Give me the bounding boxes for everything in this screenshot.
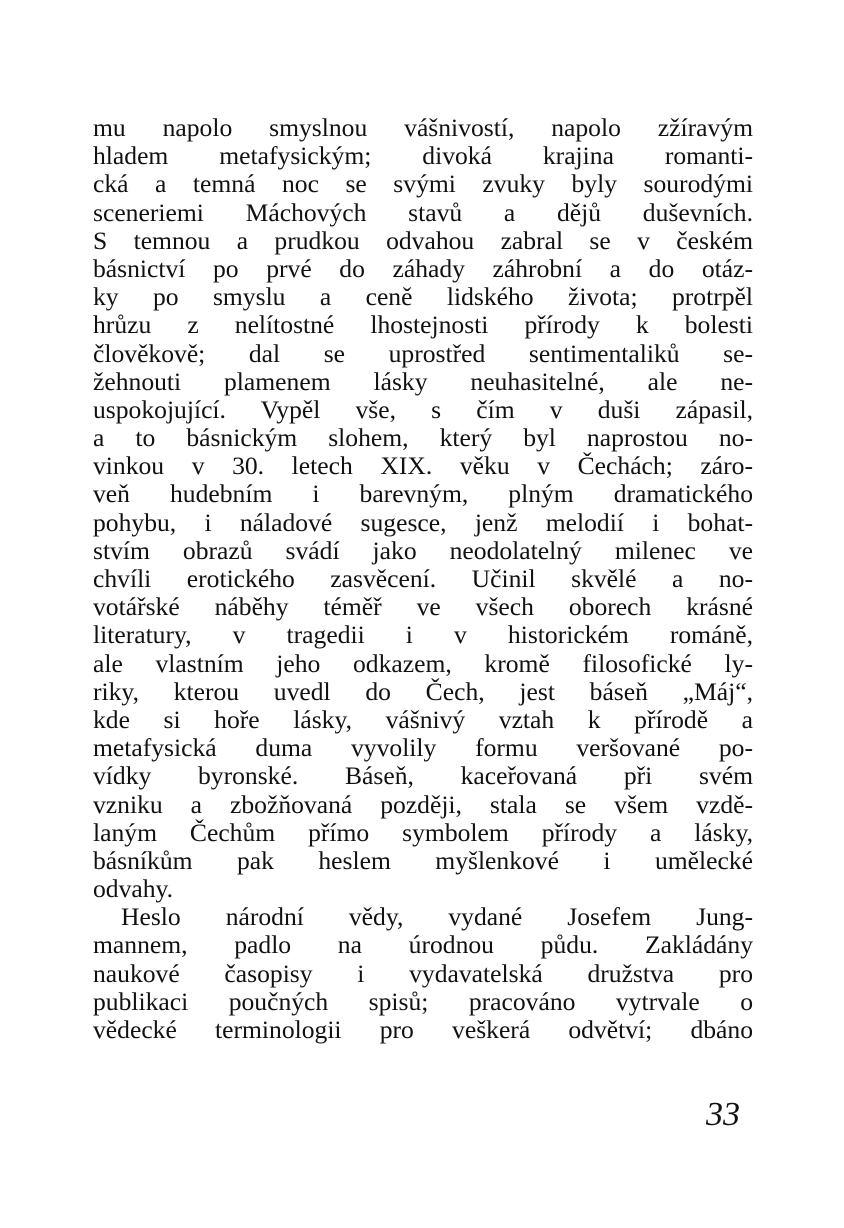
text-line: básnictví po prvé do záhady záhrobní a do otáz- [93, 254, 753, 283]
text-line: laným Čechům přímo symbolem přírody a lásky, [93, 818, 753, 847]
text-line: pohybu, i náladové sugesce, jenž melodií i bohat- [93, 508, 753, 537]
text-line: mu napolo smyslnou vášnivostí, napolo zžíravým [93, 114, 753, 142]
text-line: vědecké terminologii pro veškerá odvětví; dbáno [93, 1016, 753, 1044]
text-line: ale vlastním jeho odkazem, kromě filosofické ly- [93, 649, 753, 678]
text-line: cká a temná noc se svými zvuky byly sourodými [93, 170, 753, 199]
text-line: člověkově; dal se uprostřed sentimentaliků se- [93, 339, 753, 368]
text-line: S temnou a prudkou odvahou zabral se v českém [93, 226, 753, 255]
page-number: 33 [706, 1096, 740, 1133]
text-line: vídky byronské. Báseň, kaceřovaná při svém [93, 762, 753, 791]
text-line: stvím obrazů svádí jako neodolatelný milenec ve [93, 536, 753, 565]
text-line: vinkou v 30. letech XIX. věku v Čechách; záro- [93, 452, 753, 481]
text-line: kde si hoře lásky, vášnivý vztah k přírodě a [93, 705, 753, 734]
text-line: chvíli erotického zasvěcení. Učinil skvělé a no- [93, 565, 753, 593]
body-text [93, 114, 753, 1044]
text-line: sceneriemi Máchových stavů a dějů duševních. [93, 198, 753, 227]
text-line: básníkům pak heslem myšlenkové i umělecké [93, 846, 753, 875]
text-line: metafysická duma vyvolily formu veršované po- [93, 734, 753, 763]
text-line: hladem metafysickým; divoká krajina romanti- [93, 142, 753, 171]
text-line: vzniku a zbožňovaná později, stala se všem vzdě- [93, 790, 753, 819]
text-line: ky po smyslu a ceně lidského života; protrpěl [93, 283, 753, 312]
paragraph-end-line: odvahy. [93, 875, 174, 904]
text-line: publikaci poučných spisů; pracováno vytrvale o [93, 987, 753, 1016]
text-line: veň hudebním i barevným, plným dramatického [93, 480, 753, 509]
paragraph-start-line: Heslo národní vědy, vydané Josefem Jung- [121, 903, 753, 932]
text-line: votářské náběhy téměř ve všech oborech krásné [93, 593, 753, 622]
text-line: naukové časopisy i vydavatelská družstva pro [93, 959, 753, 988]
text-line: a to básnickým slohem, který byl naprostou no- [93, 424, 753, 453]
text-line: riky, kterou uvedl do Čech, jest báseň „Máj“, [93, 677, 753, 706]
text-line: literatury, v tragedii i v historickém románě, [93, 621, 753, 650]
text-line: mannem, padlo na úrodnou půdu. Zakládány [93, 931, 753, 960]
text-line: uspokojující. Vypěl vše, s čím v duši zápasil, [93, 395, 753, 424]
text-line: hrůzu z nelítostné lhostejnosti přírody k bolesti [93, 311, 753, 340]
text-line: žehnouti plamenem lásky neuhasitelné, ale ne- [93, 367, 753, 396]
